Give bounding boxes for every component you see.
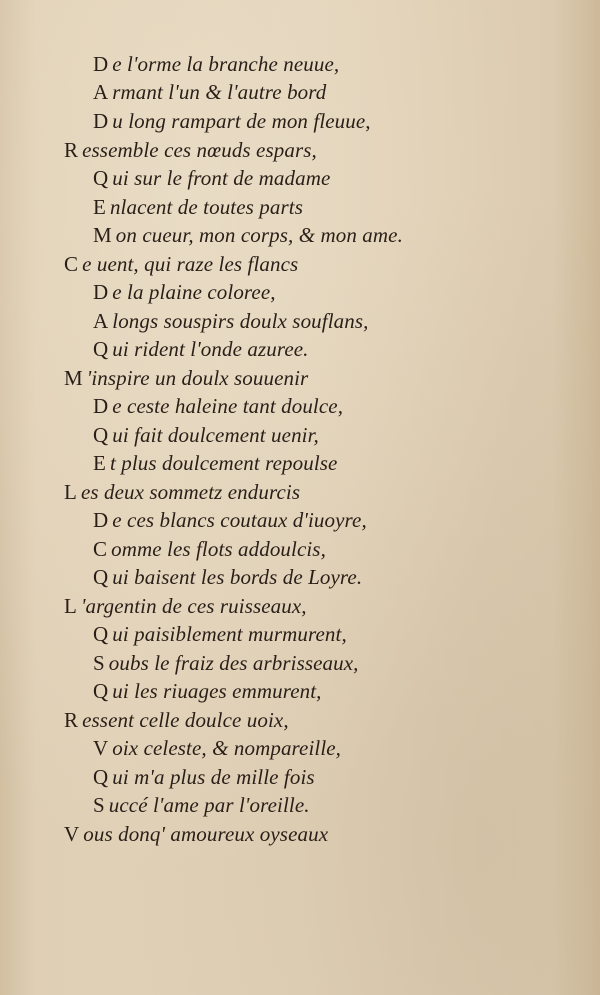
poem-line-10: A longs souspirs doulx souflans,: [93, 309, 369, 333]
poem-line-27: S uccé l'ame par l'oreille.: [93, 793, 310, 817]
poem-line-3: D u long rampart de mon fleuue,: [93, 109, 371, 133]
poem-line-26: Q ui m'a plus de mille fois: [93, 765, 315, 789]
poem-line-4: R essemble ces nœuds espars,: [64, 138, 317, 162]
poem-line-12: M 'inspire un doulx souuenir: [64, 366, 309, 390]
poem-line-9: D e la plaine coloree,: [93, 280, 276, 304]
poem-line-25: V oix celeste, & nompareille,: [93, 736, 342, 760]
poem-line-11: Q ui rident l'onde azuree.: [93, 337, 309, 361]
poem-line-5: Q ui sur le front de madame: [93, 166, 331, 190]
poem-line-20: L 'argentin de ces ruisseaux,: [64, 594, 307, 618]
poem-line-18: C omme les flots addoulcis,: [93, 537, 326, 561]
poem-line-22: S oubs le fraiz des arbrisseaux,: [93, 651, 359, 675]
poem-line-7: M on cueur, mon corps, & mon ame.: [93, 223, 403, 247]
poem-line-21: Q ui paisiblement murmurent,: [93, 622, 347, 646]
poem-line-1: D e l'orme la branche neuue,: [93, 52, 340, 76]
poem-line-6: E nlacent de toutes parts: [93, 195, 303, 219]
poem-line-23: Q ui les riuages emmurent,: [93, 679, 322, 703]
poem-line-8: C e uent, qui raze les flancs: [64, 252, 299, 276]
poem-line-17: D e ces blancs coutaux d'iuoyre,: [93, 508, 367, 532]
poem-line-24: R essent celle doulce uoix,: [64, 708, 289, 732]
poem-line-19: Q ui baisent les bords de Loyre.: [93, 565, 363, 589]
poem-line-13: D e ceste haleine tant doulce,: [93, 394, 344, 418]
poem-line-15: E t plus doulcement repoulse: [93, 451, 338, 475]
poem-line-28: V ous donq' amoureux oyseaux: [64, 822, 329, 846]
poem-line-16: L es deux sommetz endurcis: [64, 480, 301, 504]
poem-line-2: A rmant l'un & l'autre bord: [93, 80, 327, 104]
poem-line-14: Q ui fait doulcement uenir,: [93, 423, 319, 447]
